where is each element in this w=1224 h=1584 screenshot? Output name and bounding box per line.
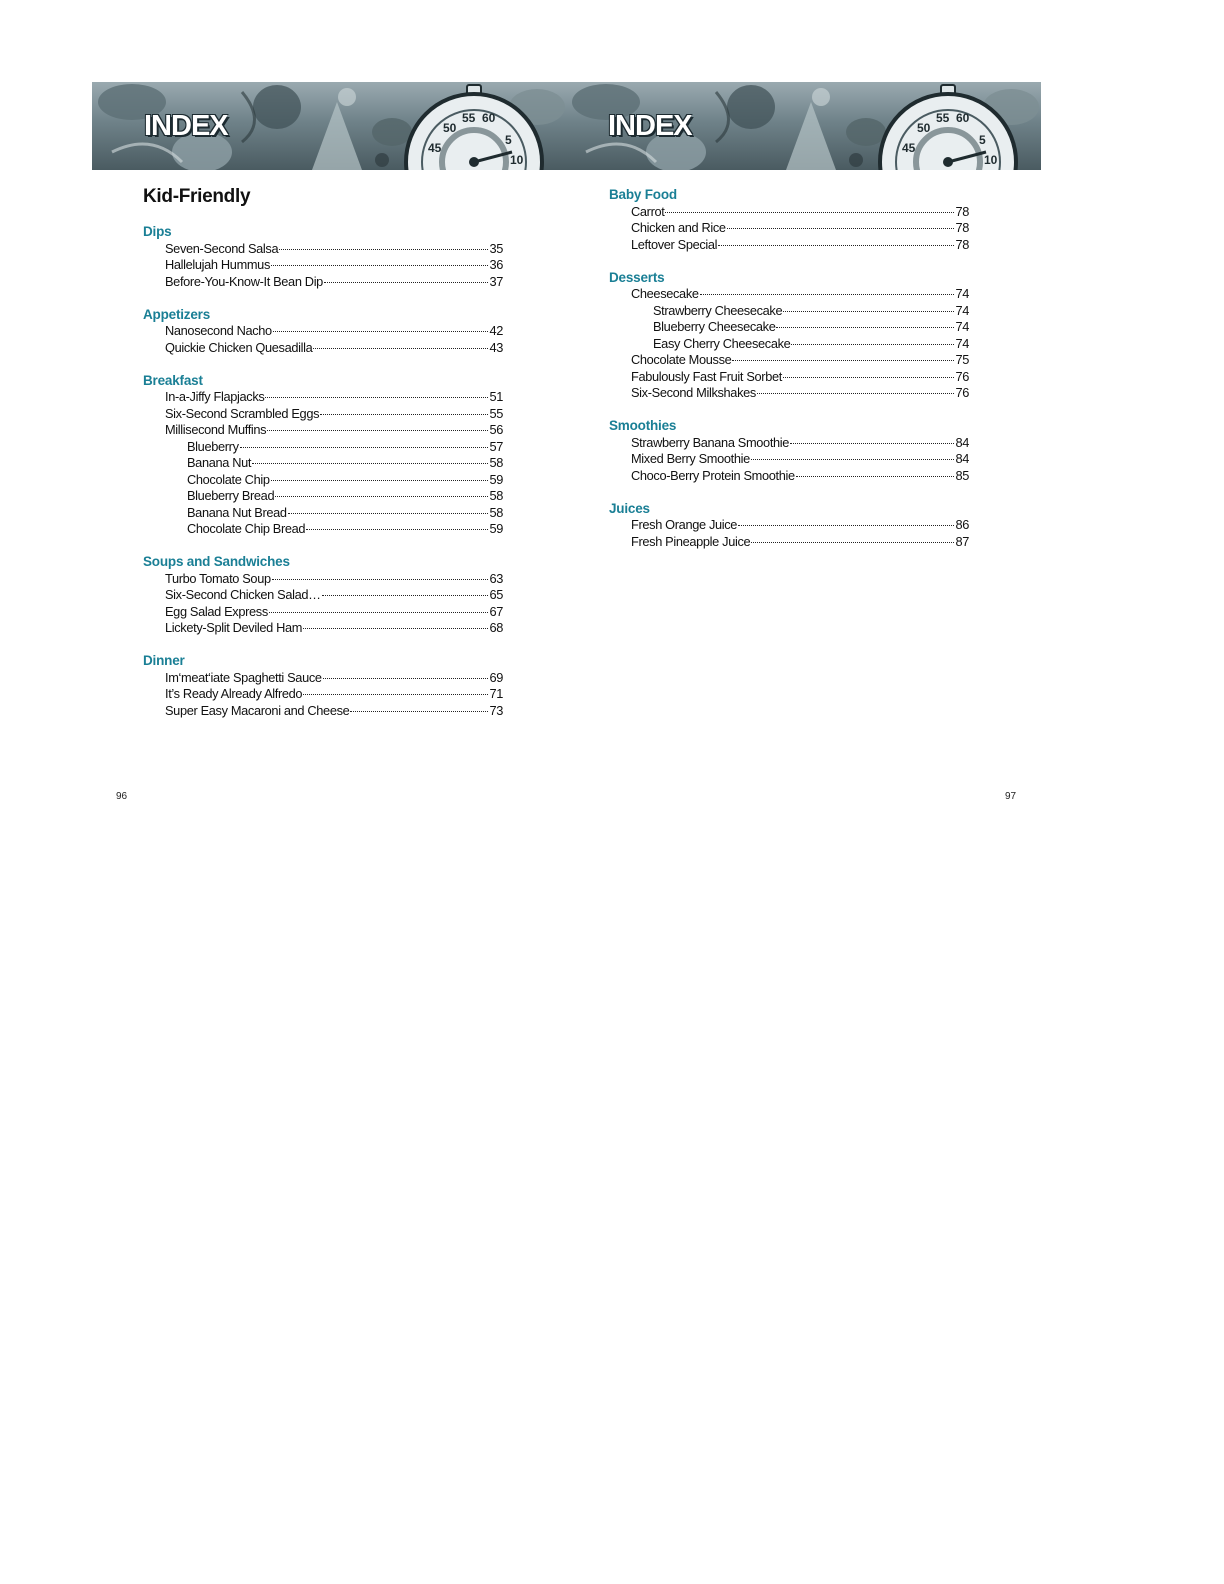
dot-leader	[306, 529, 488, 530]
dot-leader	[700, 294, 955, 295]
entry-page-number: 86	[955, 517, 969, 532]
entry-page-number: 51	[489, 389, 503, 404]
dot-leader	[320, 414, 488, 415]
dot-leader	[272, 579, 489, 580]
dot-leader	[751, 459, 955, 460]
dot-leader	[322, 595, 489, 596]
entry-name: Millisecond Muffins	[165, 422, 267, 437]
index-entry	[609, 435, 969, 452]
index-entry	[609, 303, 969, 320]
entry-name: Six-Second Scrambled Eggs	[165, 405, 320, 421]
entry-page-number: 78	[955, 203, 969, 219]
index-entry	[143, 488, 503, 505]
index-entry	[143, 620, 503, 637]
index-section	[609, 270, 969, 402]
entry-page-number: 74	[955, 302, 969, 318]
entry-name: Banana Nut Bread	[187, 504, 287, 520]
dot-leader	[269, 612, 489, 613]
dot-leader	[271, 265, 488, 266]
entry-name: Chocolate Chip Bread	[187, 521, 306, 536]
section-title: Soups and Sandwiches	[143, 554, 290, 569]
entry-page-number: 57	[489, 438, 503, 454]
section-title: Desserts	[609, 269, 665, 285]
index-entry	[143, 505, 503, 522]
index-section	[143, 307, 503, 357]
index-entry	[143, 340, 503, 357]
entry-name: Banana Nut	[187, 455, 252, 470]
entry-name: Easy Cherry Cheesecake	[653, 335, 791, 351]
entry-page-number: 36	[489, 257, 503, 272]
entry-page-number: 87	[955, 533, 969, 549]
page-number-left: 96	[116, 791, 128, 802]
dial-label: 45	[428, 141, 442, 155]
entry-name: Chocolate Chip	[187, 471, 270, 487]
banner-left	[92, 82, 566, 170]
entry-name: Leftover Special	[631, 236, 718, 252]
entry-name: Before-You-Know-It Bean Dip	[165, 273, 323, 289]
section-title: Baby Food	[609, 187, 677, 202]
index-entry	[143, 472, 503, 489]
entry-name: Im‘meat‘iate Spaghetti Sauce	[165, 669, 322, 685]
entry-name: Strawberry Cheesecake	[653, 302, 783, 318]
entry-name: Nanosecond Nacho	[165, 323, 272, 338]
index-entry	[143, 455, 503, 472]
dial-label: 60	[482, 111, 496, 125]
entry-name: Carrot	[631, 203, 665, 219]
entry-page-number: 59	[489, 471, 503, 487]
banner-title-left: INDEX	[144, 110, 228, 142]
dot-leader	[718, 245, 954, 246]
entry-name: Seven-Second Salsa	[165, 240, 279, 256]
index-entry	[609, 369, 969, 386]
dot-leader	[776, 327, 954, 328]
dot-leader	[288, 513, 489, 514]
dot-leader	[783, 311, 954, 312]
entry-name: Blueberry Bread	[187, 488, 275, 503]
index-entry	[609, 468, 969, 485]
entry-page-number: 68	[489, 620, 503, 635]
dial-label: 50	[917, 121, 931, 135]
index-entry	[143, 389, 503, 406]
index-section	[143, 373, 503, 538]
entry-name: Chocolate Mousse	[631, 352, 732, 367]
dot-leader	[252, 463, 488, 464]
index-section	[143, 224, 503, 290]
index-entry	[143, 241, 503, 258]
left-index-column	[143, 224, 503, 736]
index-section	[609, 418, 969, 484]
entry-page-number: 65	[489, 587, 503, 602]
entry-page-number: 37	[489, 273, 503, 289]
index-entry	[609, 534, 969, 551]
entry-page-number: 35	[489, 240, 503, 256]
dot-leader	[757, 393, 955, 394]
entry-name: Hallelujah Hummus	[165, 257, 270, 272]
dot-leader	[791, 344, 954, 345]
dot-leader	[275, 496, 488, 497]
entry-page-number: 71	[489, 686, 503, 701]
dot-leader	[727, 228, 955, 229]
dial-label: 55	[936, 111, 950, 125]
entry-page-number: 74	[955, 335, 969, 351]
index-entry	[143, 422, 503, 439]
index-section	[143, 653, 503, 719]
entry-name: Six-Second Chicken Salad…	[165, 587, 321, 602]
entry-page-number: 58	[489, 488, 503, 503]
entry-name: Chicken and Rice	[631, 220, 726, 235]
index-entry	[143, 406, 503, 423]
dot-leader	[279, 249, 488, 250]
index-entry	[609, 451, 969, 468]
entry-page-number: 78	[955, 220, 969, 235]
section-title: Breakfast	[143, 372, 203, 388]
dial-label: 10	[984, 153, 998, 167]
index-section	[143, 554, 503, 637]
section-title: Dips	[143, 224, 172, 239]
dot-leader	[271, 480, 489, 481]
entry-page-number: 67	[489, 603, 503, 619]
index-entry	[143, 521, 503, 538]
banner-right	[566, 82, 1041, 170]
entry-page-number: 59	[489, 521, 503, 536]
entry-page-number: 74	[955, 319, 969, 334]
page-number-right: 97	[1005, 791, 1017, 802]
entry-page-number: 84	[955, 451, 969, 466]
entry-name: Fresh Pineapple Juice	[631, 533, 751, 549]
index-entry	[143, 686, 503, 703]
dial-label: 10	[510, 153, 524, 167]
entry-page-number: 73	[489, 702, 503, 718]
dot-leader	[350, 711, 488, 712]
index-entry	[609, 352, 969, 369]
dial-label: 5	[979, 133, 986, 147]
index-entry	[143, 703, 503, 720]
index-entry	[143, 571, 503, 588]
entry-name: Cheesecake	[631, 286, 699, 301]
entry-page-number: 58	[489, 455, 503, 470]
dot-leader	[323, 678, 489, 679]
banner-title-right: INDEX	[608, 110, 692, 142]
entry-name: Turbo Tomato Soup	[165, 570, 271, 586]
index-entry	[609, 204, 969, 221]
dial-label: 60	[956, 111, 970, 125]
dot-leader	[732, 360, 954, 361]
dial-label: 45	[902, 141, 916, 155]
section-title: Juices	[609, 500, 650, 516]
entry-page-number: 78	[955, 236, 969, 252]
entry-name: Blueberry Cheesecake	[653, 319, 776, 334]
entry-name: Fabulously Fast Fruit Sorbet	[631, 368, 782, 384]
dot-leader	[324, 282, 489, 283]
dot-leader	[273, 331, 489, 332]
index-entry	[609, 220, 969, 237]
entry-page-number: 55	[489, 405, 503, 421]
index-entry	[609, 336, 969, 353]
entry-name: Blueberry	[187, 438, 239, 454]
entry-page-number: 58	[489, 504, 503, 520]
dot-leader	[665, 212, 954, 213]
entry-page-number: 42	[489, 323, 503, 338]
dot-leader	[240, 447, 489, 448]
dot-leader	[303, 694, 488, 695]
dot-leader	[267, 430, 488, 431]
index-entry	[609, 385, 969, 402]
entry-page-number: 75	[955, 352, 969, 367]
entry-name: Six-Second Milkshakes	[631, 385, 756, 400]
entry-page-number: 85	[955, 467, 969, 483]
dot-leader	[738, 525, 954, 526]
index-entry	[143, 604, 503, 621]
entry-name: It’s Ready Already Alfredo	[165, 686, 303, 701]
index-entry	[609, 319, 969, 336]
entry-name: Super Easy Macaroni and Cheese	[165, 702, 350, 718]
entry-name: Egg Salad Express	[165, 603, 268, 619]
dot-leader	[265, 397, 488, 398]
dial-label: 50	[443, 121, 457, 135]
index-entry	[143, 587, 503, 604]
index-entry	[609, 237, 969, 254]
dot-leader	[751, 542, 954, 543]
entry-name: Lickety-Split Deviled Ham	[165, 620, 303, 635]
section-title: Smoothies	[609, 418, 677, 433]
index-section	[609, 501, 969, 551]
index-section	[609, 187, 969, 253]
entry-page-number: 69	[489, 669, 503, 685]
index-entry	[143, 274, 503, 291]
entry-page-number: 76	[955, 368, 969, 384]
dot-leader	[796, 476, 955, 477]
section-title: Dinner	[143, 653, 185, 668]
entry-name: In-a-Jiffy Flapjacks	[165, 389, 265, 404]
index-entry	[143, 323, 503, 340]
index-entry	[609, 286, 969, 303]
index-entry	[143, 257, 503, 274]
dial-label: 55	[462, 111, 476, 125]
index-entry	[143, 670, 503, 687]
entry-name: Choco-Berry Protein Smoothie	[631, 467, 795, 483]
entry-page-number: 56	[489, 422, 503, 437]
page-heading: Kid-Friendly	[143, 186, 251, 207]
entry-name: Mixed Berry Smoothie	[631, 451, 750, 466]
right-index-column	[609, 187, 969, 567]
entry-page-number: 74	[955, 286, 969, 301]
section-title: Appetizers	[143, 306, 211, 322]
entry-page-number: 84	[955, 434, 969, 450]
index-entry	[143, 439, 503, 456]
index-entry	[609, 517, 969, 534]
entry-name: Fresh Orange Juice	[631, 517, 738, 532]
dot-leader	[790, 443, 954, 444]
entry-page-number: 43	[489, 339, 503, 355]
entry-page-number: 63	[489, 570, 503, 586]
dial-label: 5	[505, 133, 512, 147]
dot-leader	[783, 377, 955, 378]
entry-name: Strawberry Banana Smoothie	[631, 434, 790, 450]
dot-leader	[313, 348, 488, 349]
dot-leader	[303, 628, 488, 629]
entry-name: Quickie Chicken Quesadilla	[165, 339, 313, 355]
entry-page-number: 76	[955, 385, 969, 400]
